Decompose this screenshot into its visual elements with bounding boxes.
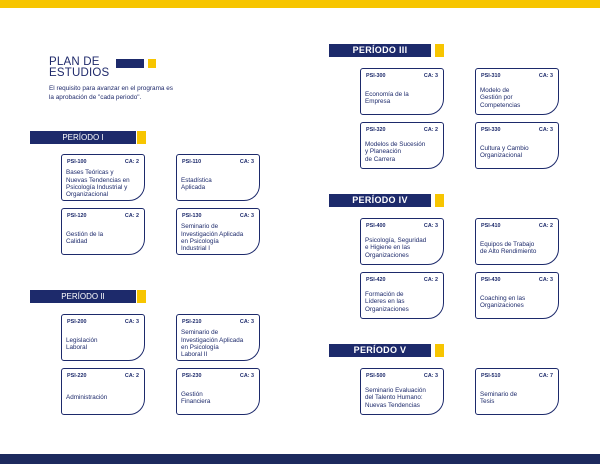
course-name-line: Investigación Aplicada [181,230,244,238]
period-accent-p5 [435,344,444,357]
page-title-line1: PLAN DE [49,56,100,68]
course-name-line: Laboral [66,344,88,351]
course-card [360,368,444,415]
intro-text [49,85,214,102]
course-name-line: de Alto Rendimiento [480,248,537,255]
period-accent-p3 [435,44,444,57]
course-card [475,272,559,319]
course-name [365,237,439,259]
course-credits: CA: 3 [124,319,139,325]
course-name-line: Investigación Aplicada [181,336,244,344]
course-card [61,154,145,201]
course-name [181,391,255,406]
course-card [360,122,444,169]
course-credits: CA: 3 [239,319,254,325]
course-credits: CA: 3 [538,277,553,283]
course-name [66,169,140,199]
top-accent-bar [0,0,600,8]
course-credits: CA: 3 [239,159,254,165]
course-name-line: Administración [66,394,108,402]
course-code: PSI-320 [366,127,386,133]
course-name-line: en Psicología [181,238,219,245]
course-card [475,368,559,415]
course-name [66,231,140,246]
intro-line1: El requisito para avanzar en el programa es [49,85,173,92]
course-name [365,387,439,409]
course-code: PSI-410 [481,223,501,229]
course-credits: CA: 3 [423,373,438,379]
course-card [176,154,260,201]
course-code: PSI-110 [182,159,202,165]
course-name-line: Laboral II [181,351,208,359]
course-code: PSI-210 [182,319,202,325]
course-name [181,177,255,192]
course-name-line: Gestión de la [66,230,104,238]
course-credits: CA: 3 [423,223,438,229]
course-name-line: Gestión [181,390,203,398]
course-name-line: Psicología, Seguridad [365,236,427,244]
course-credits: CA: 2 [124,159,139,165]
course-credits: CA: 7 [538,373,553,379]
course-name-line: Financiera [181,398,211,405]
course-code: PSI-310 [481,73,501,79]
course-card [360,272,444,319]
course-code: PSI-200 [67,319,87,325]
course-name-line: Gestión por [480,94,513,102]
course-credits: CA: 2 [423,127,438,133]
period-accent-p4 [435,194,444,207]
course-name-line: Organizaciones [365,251,409,259]
course-credits: CA: 2 [538,223,553,229]
course-credits: CA: 3 [239,373,254,379]
course-credits: CA: 3 [538,73,553,79]
course-name-line: de Carrera [365,155,396,163]
course-code: PSI-500 [366,373,386,379]
page-title-line2: ESTUDIOS [49,67,110,79]
course-name-line: Modelos de Sucesión [365,140,426,148]
course-name-line: Formación de [365,290,404,298]
course-name-line: Bases Teóricas y [66,169,114,177]
course-name [365,91,439,106]
course-name-line: Seminario de [181,223,219,231]
course-name-line: Economía de la [365,90,409,98]
period-accent-p1 [137,131,146,144]
title-yellow-block [148,59,156,68]
course-name-line: e Higiene en las [365,244,411,252]
course-name-line: Equipos de Trabajo [480,240,535,248]
course-name-line: Empresa [365,98,391,105]
course-name-line: Industrial I [181,245,211,253]
course-name-line: Tesis [480,398,495,405]
course-name-line: Coaching en las [480,294,526,302]
course-name-line: Nuevas Tendencias [365,401,420,409]
course-name-line: Aplicada [181,184,206,191]
course-name [181,223,255,253]
course-code: PSI-420 [366,277,386,283]
course-credits: CA: 2 [124,373,139,379]
course-card [61,208,145,255]
course-code: PSI-100 [67,159,87,165]
intro-line2: la aprobación de "cada periodo". [49,93,142,101]
course-card [475,122,559,169]
course-credits: CA: 3 [538,127,553,133]
course-name-line: Competencias [480,101,521,109]
course-name-line: Organizacional [480,152,523,159]
course-card [475,218,559,265]
course-card [61,314,145,361]
course-name-line: Psicología Industrial y [66,184,128,191]
course-name-line: Organizacional [66,191,109,199]
course-name-line: Seminario Evaluación [365,386,426,394]
course-name [480,241,554,256]
period-header-p5: PERÍODO V [329,344,431,357]
course-name [66,337,140,352]
course-code: PSI-330 [481,127,501,133]
course-card [360,218,444,265]
course-name [66,394,140,401]
course-name-line: Cultura y Cambio [480,144,529,152]
page-title [49,57,109,79]
period-header-p2: PERÍODO II [30,290,136,303]
course-name [480,391,554,406]
course-name-line: Líderes en las [365,298,405,306]
course-name-line: Organizaciones [480,302,524,309]
course-name-line: en Psicología [181,344,219,351]
course-code: PSI-300 [366,73,386,79]
course-name-line: y Planeación [365,148,402,156]
course-credits: CA: 3 [239,213,254,219]
course-name [365,141,439,163]
course-card [176,208,260,255]
course-code: PSI-130 [182,213,202,219]
course-card [475,68,559,115]
course-name-line: Organizaciones [365,305,409,313]
course-code: PSI-510 [481,373,501,379]
period-header-p3: PERÍODO III [329,44,431,57]
course-name-line: Seminario de [480,390,518,398]
course-name-line: Nuevas Tendencias en [66,176,130,184]
course-credits: CA: 2 [124,213,139,219]
course-credits: CA: 3 [423,73,438,79]
course-name [181,329,255,359]
course-code: PSI-120 [67,213,87,219]
course-card [176,368,260,415]
course-name-line: Modelo de [480,86,510,94]
course-card [360,68,444,115]
course-credits: CA: 2 [423,277,438,283]
course-card [61,368,145,415]
course-name-line: Legislación [66,336,98,344]
course-name-line: Calidad [66,238,88,245]
course-name [480,145,554,160]
bottom-band [0,454,600,464]
course-name [480,87,554,109]
course-code: PSI-230 [182,373,202,379]
course-name-line: del Talento Humano: [365,394,423,402]
title-navy-block [116,59,144,68]
course-code: PSI-430 [481,277,501,283]
course-code: PSI-220 [67,373,87,379]
course-name-line: Estadística [181,176,212,184]
period-header-p4: PERÍODO IV [329,194,431,207]
course-name [480,295,554,310]
course-card [176,314,260,361]
course-code: PSI-400 [366,223,386,229]
period-accent-p2 [137,290,146,303]
course-name [365,291,439,313]
period-header-p1: PERÍODO I [30,131,136,144]
course-name-line: Seminario de [181,329,219,337]
